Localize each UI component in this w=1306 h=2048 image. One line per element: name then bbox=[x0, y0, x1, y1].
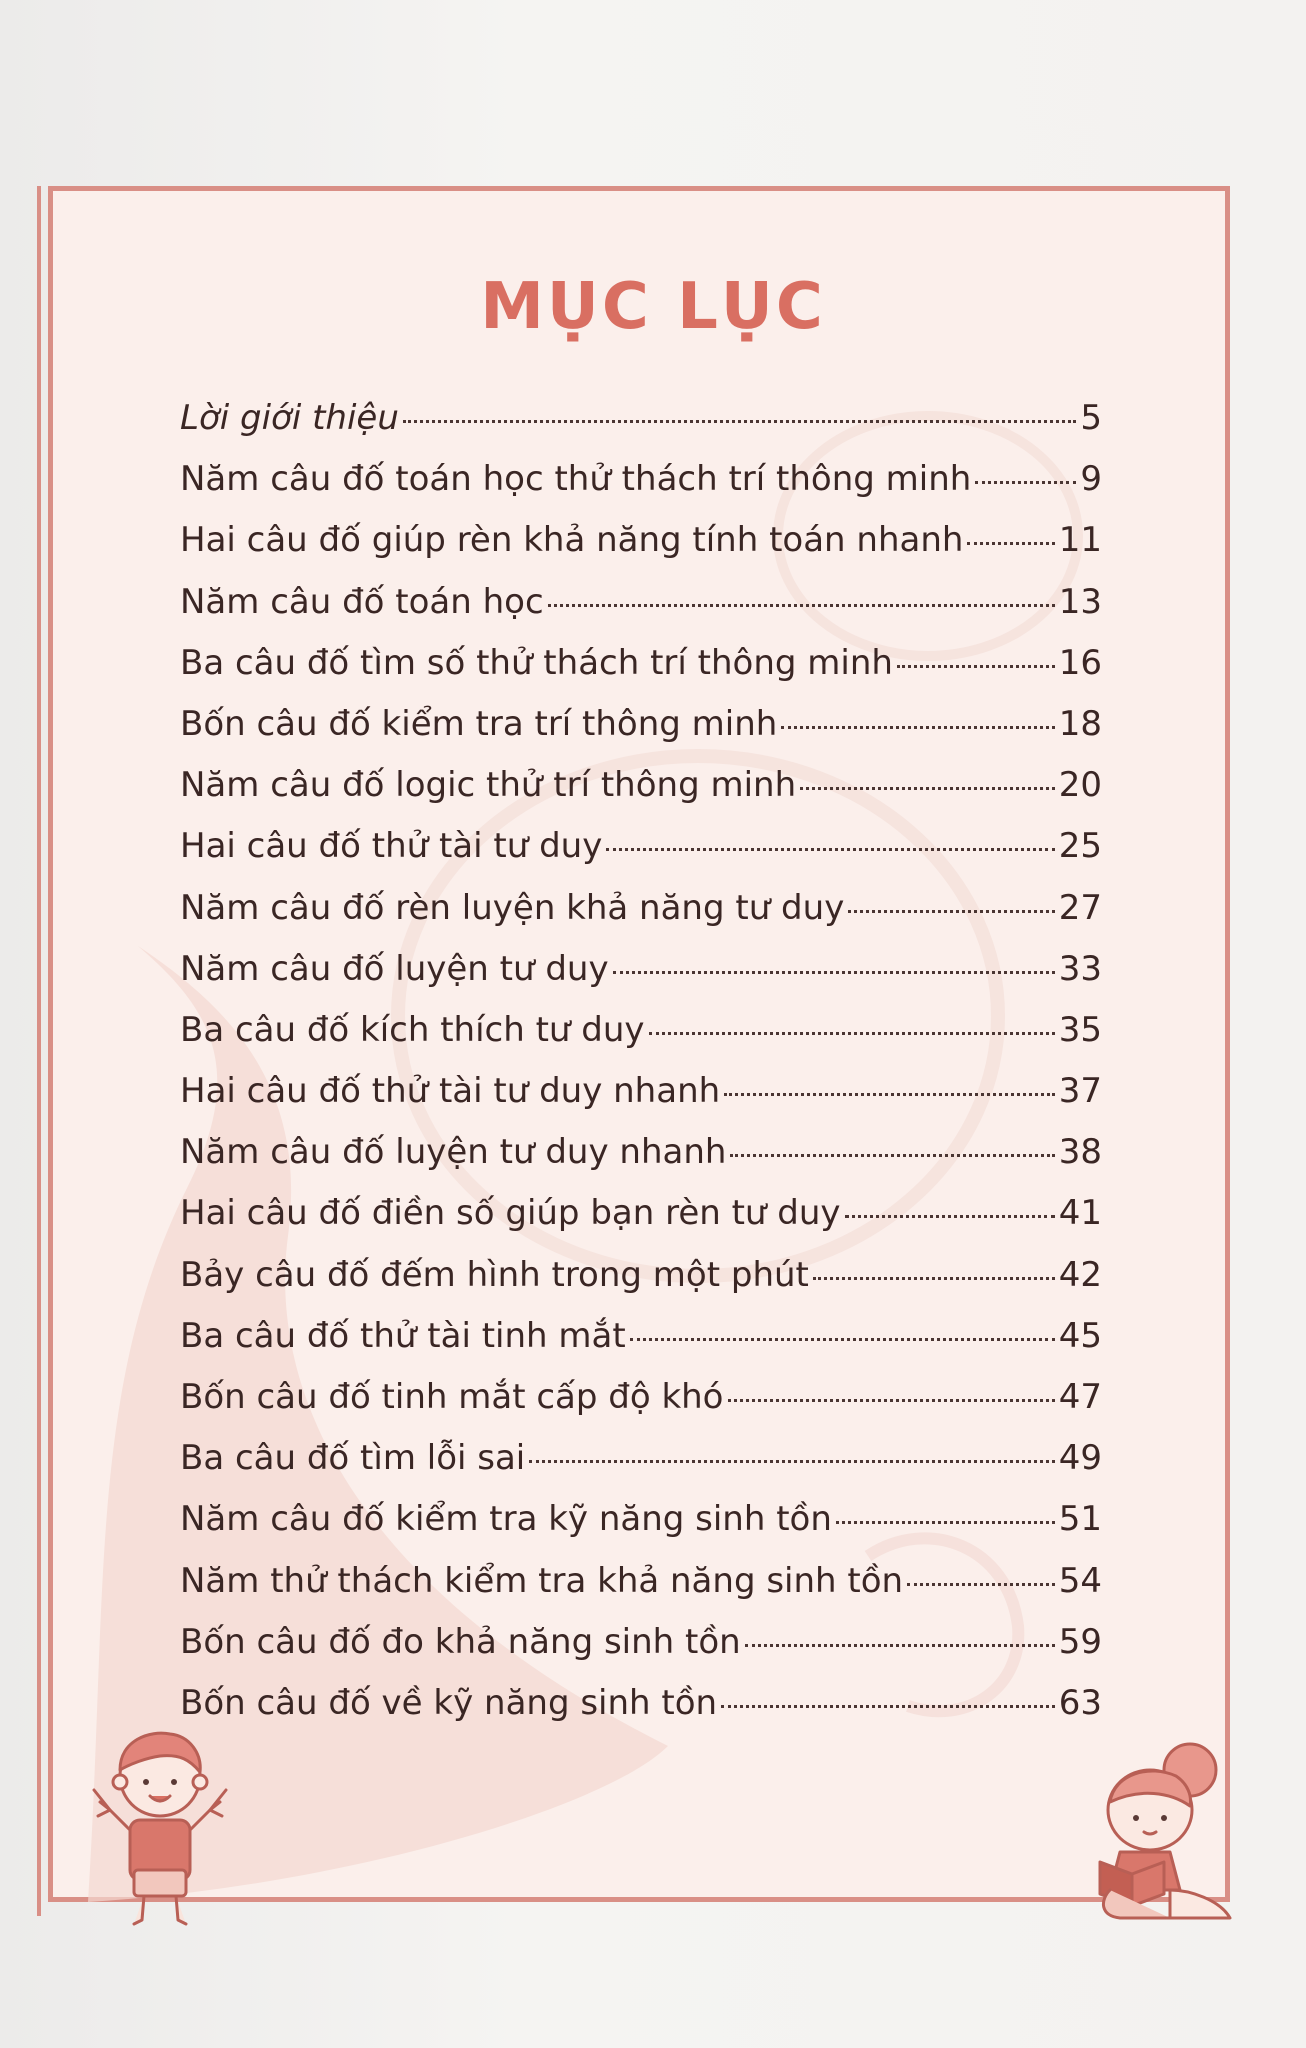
toc-entry bbox=[180, 1622, 1102, 1683]
toc-entry-title: Năm thử thách kiểm tra khả năng sinh tồn bbox=[180, 1560, 904, 1601]
dot-leader bbox=[630, 1338, 1055, 1341]
toc-entry bbox=[180, 1255, 1102, 1316]
dot-leader bbox=[907, 1583, 1055, 1586]
toc-entry-title: Ba câu đố tìm lỗi sai bbox=[180, 1438, 526, 1479]
toc-page-number: 9 bbox=[1080, 459, 1102, 500]
toc-entry-title: Ba câu đố thử tài tinh mắt bbox=[180, 1315, 626, 1356]
toc-page-number: 59 bbox=[1058, 1621, 1102, 1662]
dot-leader bbox=[897, 665, 1055, 668]
toc-entry-title: Bốn câu đố đo khả năng sinh tồn bbox=[180, 1621, 741, 1662]
dot-leader bbox=[848, 910, 1054, 913]
dot-leader bbox=[813, 1277, 1055, 1280]
dot-leader bbox=[649, 1032, 1055, 1035]
toc-entry bbox=[180, 1377, 1102, 1438]
page-title: MỤC LỤC bbox=[480, 270, 826, 344]
toc-entry-title: Bốn câu đố về kỹ năng sinh tồn bbox=[180, 1682, 718, 1723]
toc-entry bbox=[180, 1561, 1102, 1622]
toc-page-number: 49 bbox=[1058, 1438, 1102, 1479]
toc-entry bbox=[180, 1071, 1102, 1132]
dot-leader bbox=[724, 1093, 1055, 1096]
toc-entry bbox=[180, 398, 1102, 459]
dot-leader bbox=[548, 604, 1055, 607]
toc-entry bbox=[180, 704, 1102, 765]
toc-page-number: 54 bbox=[1058, 1560, 1102, 1601]
toc-entry-title: Năm câu đố rèn luyện khả năng tư duy bbox=[180, 887, 845, 928]
toc-page-number: 42 bbox=[1058, 1254, 1102, 1295]
dot-leader bbox=[745, 1644, 1055, 1647]
toc-entry bbox=[180, 1499, 1102, 1560]
toc-entry-title: Lời giới thiệu bbox=[180, 398, 399, 438]
table-of-contents bbox=[180, 398, 1102, 1744]
toc-page-number: 63 bbox=[1058, 1682, 1102, 1723]
dot-leader bbox=[781, 726, 1054, 729]
toc-entry-title: Hai câu đố điền số giúp bạn rèn tư duy bbox=[180, 1193, 841, 1234]
toc-page-number: 35 bbox=[1058, 1009, 1102, 1050]
toc-entry bbox=[180, 1438, 1102, 1499]
toc-entry bbox=[180, 1316, 1102, 1377]
toc-entry bbox=[180, 888, 1102, 949]
toc-page-number: 20 bbox=[1058, 765, 1102, 806]
toc-entry-title: Ba câu đố tìm số thử thách trí thông minh bbox=[180, 642, 893, 683]
toc-page-number: 13 bbox=[1058, 581, 1102, 622]
toc-entry bbox=[180, 765, 1102, 826]
toc-page-number: 11 bbox=[1058, 520, 1102, 561]
toc-entry-title: Năm câu đố kiểm tra kỹ năng sinh tồn bbox=[180, 1499, 832, 1540]
toc-page-number: 38 bbox=[1058, 1132, 1102, 1173]
dot-leader bbox=[730, 1154, 1054, 1157]
dot-leader bbox=[836, 1521, 1055, 1524]
toc-entry bbox=[180, 1683, 1102, 1744]
dot-leader bbox=[529, 1460, 1054, 1463]
toc-entry bbox=[180, 582, 1102, 643]
toc-entry-title: Bảy câu đố đếm hình trong một phút bbox=[180, 1254, 809, 1295]
toc-page-number: 27 bbox=[1058, 887, 1102, 928]
dot-leader bbox=[845, 1215, 1055, 1218]
toc-entry bbox=[180, 826, 1102, 887]
toc-page-number: 47 bbox=[1058, 1377, 1102, 1417]
girl-reading-book-icon bbox=[1070, 1740, 1240, 1930]
toc-entry bbox=[180, 520, 1102, 581]
toc-entry-title: Ba câu đố kích thích tư duy bbox=[180, 1009, 645, 1050]
dot-leader bbox=[613, 971, 1055, 974]
toc-entry-title: Hai câu đố giúp rèn khả năng tính toán nhanh bbox=[180, 520, 964, 561]
toc-entry bbox=[180, 643, 1102, 704]
toc-entry bbox=[180, 1010, 1102, 1071]
dot-leader bbox=[975, 481, 1076, 484]
toc-entry-title: Năm câu đố luyện tư duy bbox=[180, 948, 609, 989]
toc-entry bbox=[180, 1132, 1102, 1193]
toc-page-number: 37 bbox=[1058, 1071, 1102, 1112]
toc-entry bbox=[180, 1193, 1102, 1254]
toc-page-number: 16 bbox=[1058, 642, 1102, 683]
toc-page-number: 33 bbox=[1058, 948, 1102, 989]
dot-leader bbox=[403, 420, 1076, 423]
toc-entry bbox=[180, 949, 1102, 1010]
toc-entry-title: Bốn câu đố tinh mắt cấp độ khó bbox=[180, 1377, 724, 1417]
dot-leader bbox=[800, 787, 1055, 790]
boy-waving-icon bbox=[90, 1720, 230, 1930]
dot-leader bbox=[606, 848, 1054, 851]
toc-page-number: 41 bbox=[1058, 1193, 1102, 1234]
dot-leader bbox=[721, 1705, 1055, 1708]
toc-page-number: 5 bbox=[1080, 398, 1102, 438]
toc-page-number: 25 bbox=[1058, 826, 1102, 867]
toc-entry-title: Hai câu đố thử tài tư duy bbox=[180, 826, 603, 867]
toc-entry-title: Năm câu đố logic thử trí thông minh bbox=[180, 765, 797, 806]
dot-leader bbox=[728, 1399, 1055, 1402]
toc-page-number: 51 bbox=[1058, 1499, 1102, 1540]
toc-entry-title: Hai câu đố thử tài tư duy nhanh bbox=[180, 1071, 721, 1112]
toc-entry-title: Bốn câu đố kiểm tra trí thông minh bbox=[180, 703, 778, 744]
dot-leader bbox=[967, 542, 1054, 545]
toc-entry-title: Năm câu đố toán học thử thách trí thông minh bbox=[180, 459, 972, 500]
toc-page-number: 18 bbox=[1058, 703, 1102, 744]
toc-entry-title: Năm câu đố luyện tư duy nhanh bbox=[180, 1132, 727, 1173]
toc-page-number: 45 bbox=[1058, 1315, 1102, 1356]
toc-entry-title: Năm câu đố toán học bbox=[180, 581, 544, 622]
toc-entry bbox=[180, 459, 1102, 520]
